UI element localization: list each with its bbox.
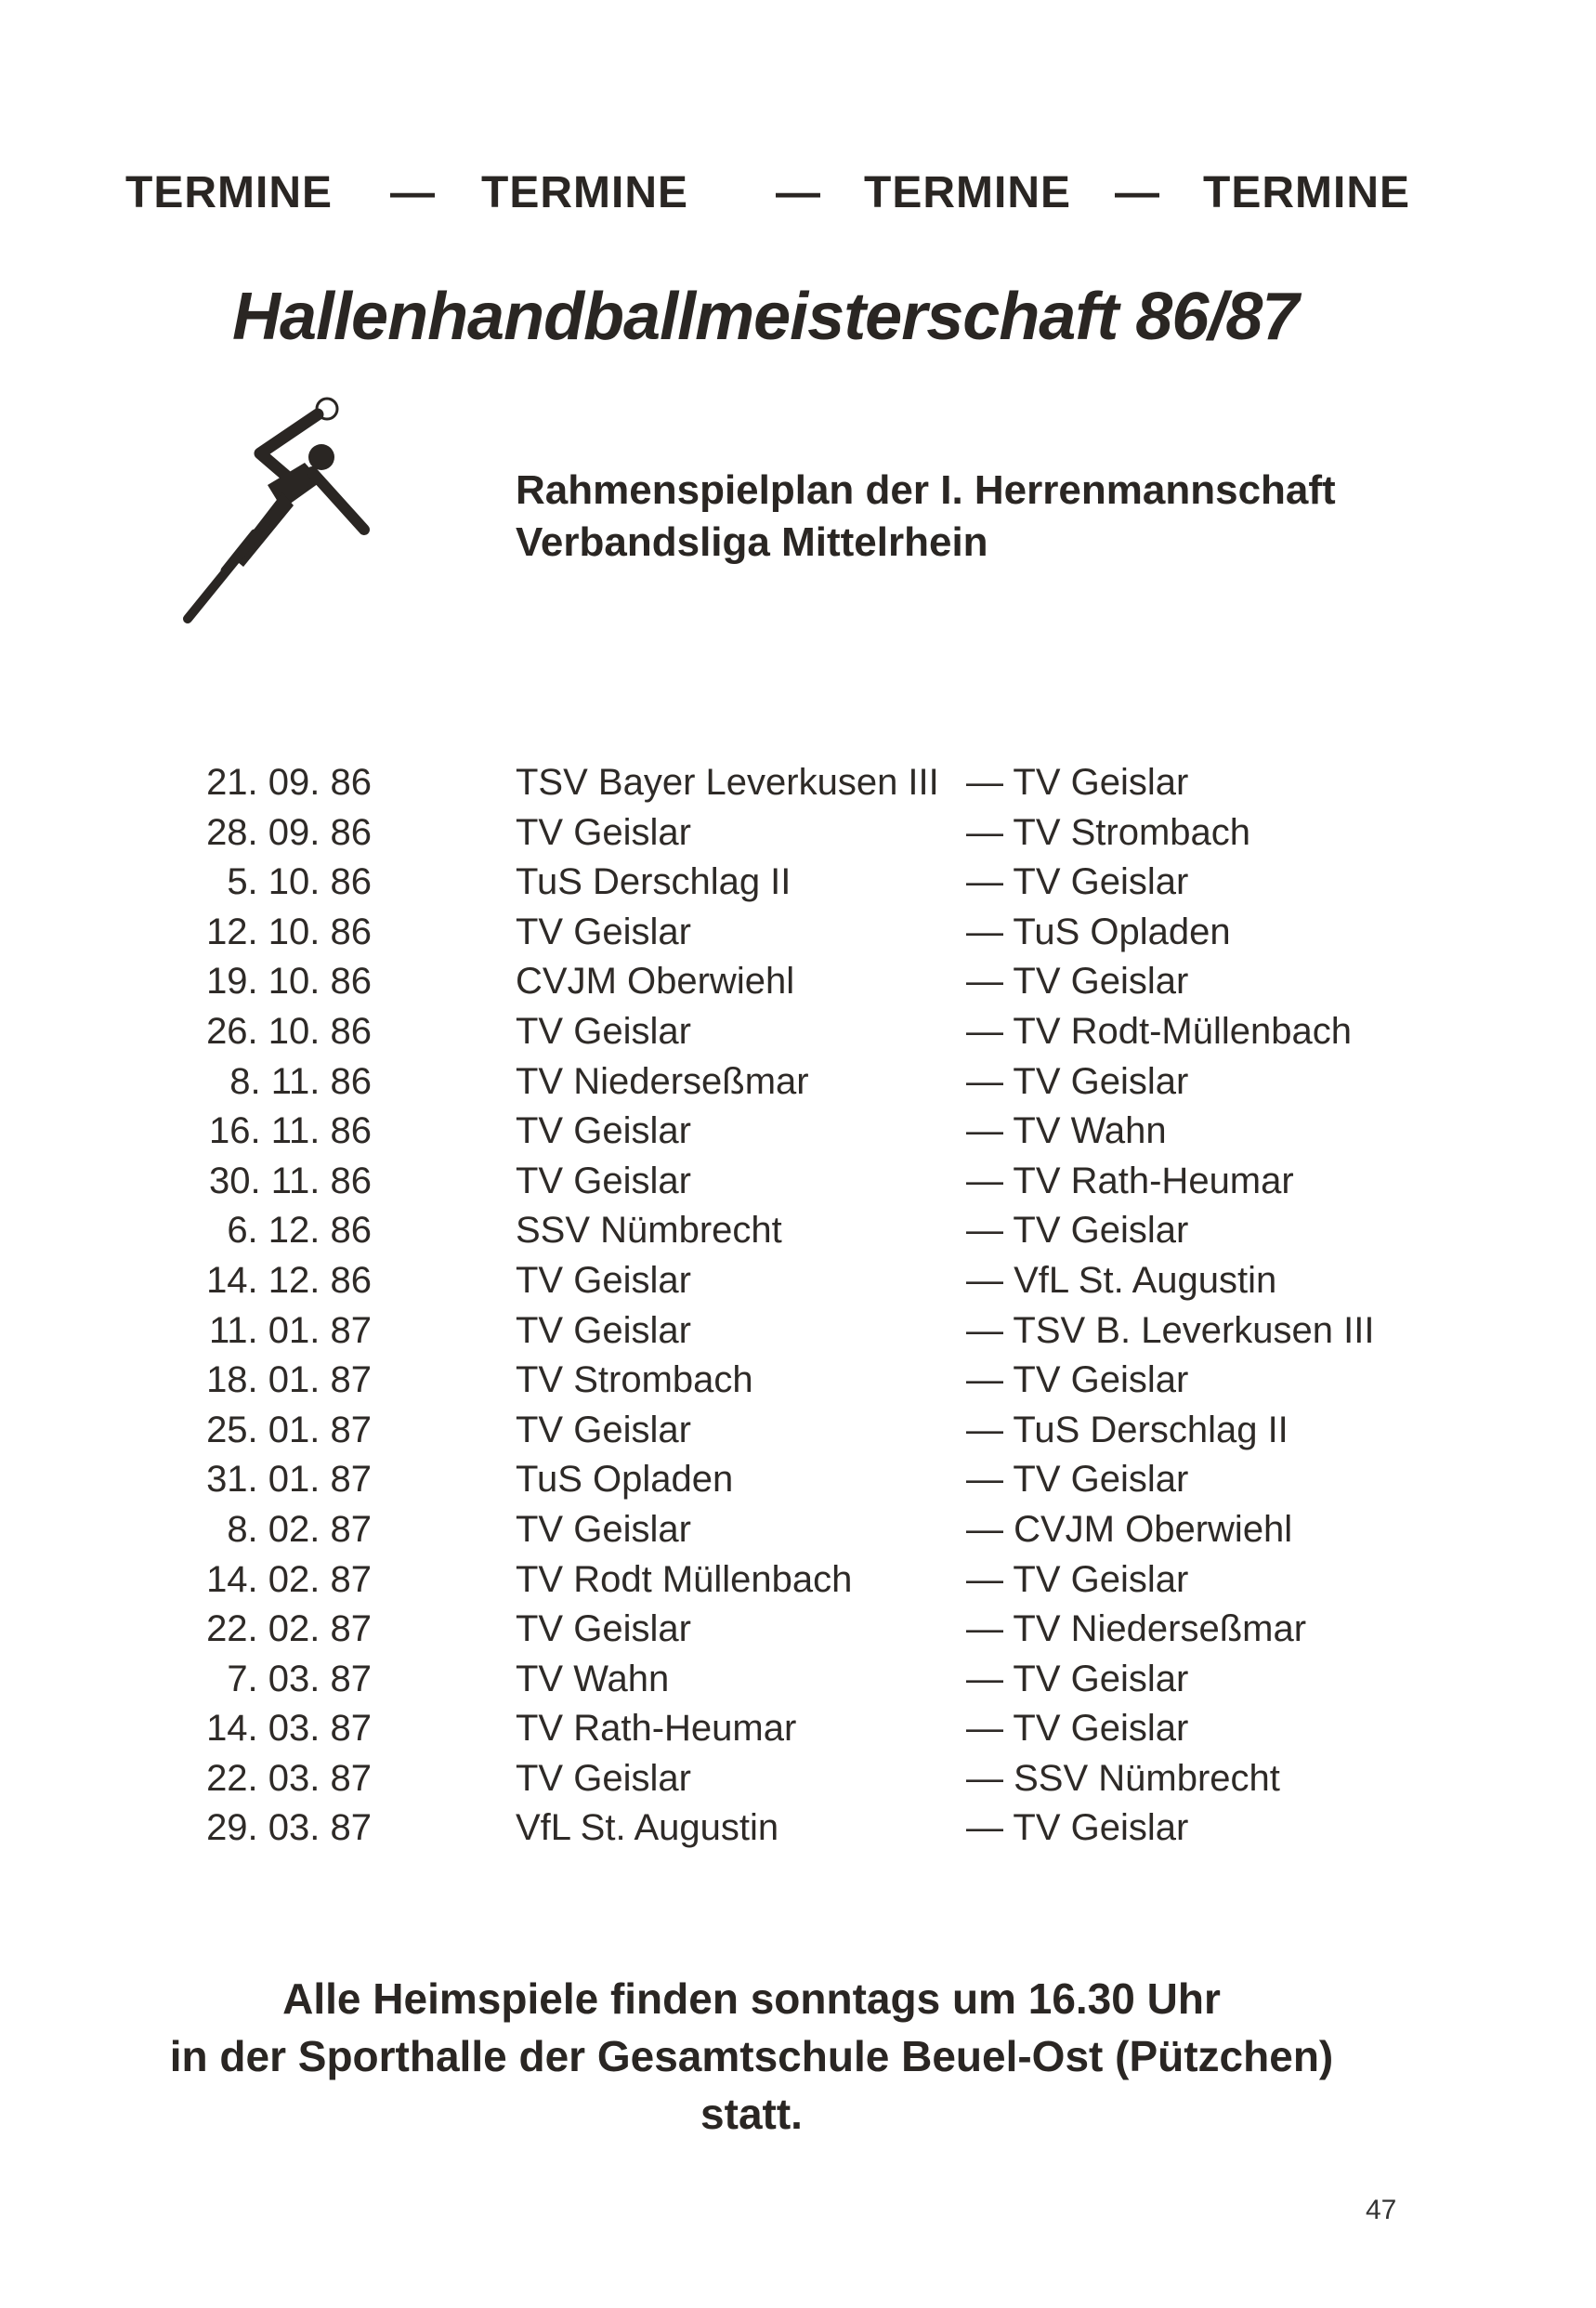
match-row	[93, 861, 1440, 911]
match-date: 14. 12. 86	[206, 1259, 372, 1301]
match-date: 7. 03. 87	[227, 1658, 372, 1699]
match-row	[93, 1110, 1440, 1161]
termine-4: TERMINE	[1203, 168, 1410, 217]
match-home: TV Geislar	[516, 1110, 691, 1152]
match-row	[93, 812, 1440, 862]
match-date: 21. 09. 86	[206, 762, 372, 803]
match-away: — TSV B. Leverkusen III	[966, 1309, 1375, 1351]
match-home: TV Geislar	[516, 1508, 691, 1550]
match-home: TuS Opladen	[516, 1459, 734, 1501]
match-date: 8. 11. 86	[229, 1060, 372, 1102]
match-date: 5. 10. 86	[227, 861, 372, 903]
match-home: TV Geislar	[516, 1160, 691, 1201]
match-date: 16. 11. 86	[209, 1110, 372, 1152]
match-away: — TV Rath-Heumar	[966, 1160, 1294, 1201]
match-home: TV Niederseßmar	[516, 1060, 809, 1102]
match-away: — TV Geislar	[966, 861, 1189, 903]
header-dash-1: —	[390, 168, 436, 217]
match-home: TV Geislar	[516, 911, 691, 952]
match-row	[93, 1260, 1440, 1310]
match-row	[93, 762, 1440, 812]
match-home: TV Geislar	[516, 1259, 691, 1301]
match-home: TV Geislar	[516, 1309, 691, 1351]
match-home: VfL St. Augustin	[516, 1807, 779, 1849]
match-date: 26. 10. 86	[206, 1010, 372, 1052]
termine-1: TERMINE	[125, 168, 333, 217]
termine-header	[125, 167, 1426, 232]
match-row	[93, 961, 1440, 1011]
match-row	[93, 1410, 1440, 1460]
header-dash-3: —	[1115, 168, 1160, 217]
match-date: 29. 03. 87	[206, 1807, 372, 1849]
match-home: TV Geislar	[516, 1608, 691, 1650]
match-home: TSV Bayer Leverkusen III	[516, 762, 939, 803]
match-away: — TV Niederseßmar	[966, 1608, 1307, 1650]
match-home: CVJM Oberwiehl	[516, 961, 795, 1003]
match-away: — TV Geislar	[966, 1708, 1189, 1750]
match-row	[93, 1161, 1440, 1211]
match-row	[93, 911, 1440, 962]
match-date: 14. 03. 87	[206, 1708, 372, 1750]
match-away: — TV Rodt-Müllenbach	[966, 1010, 1352, 1052]
note-line-3: statt.	[700, 2090, 803, 2138]
match-away: — TV Geislar	[966, 1359, 1189, 1401]
home-games-note	[93, 1970, 1410, 2143]
match-date: 31. 01. 87	[206, 1459, 372, 1501]
match-row	[93, 1758, 1440, 1808]
match-row	[93, 1807, 1440, 1857]
match-away: — TuS Opladen	[966, 911, 1231, 952]
match-date: 8. 02. 87	[227, 1508, 372, 1550]
match-away: — TV Geislar	[966, 1558, 1189, 1600]
match-home: TV Rath-Heumar	[516, 1708, 797, 1750]
match-home: TV Rodt Müllenbach	[516, 1558, 853, 1600]
match-home: TuS Derschlag II	[516, 861, 791, 903]
note-line-1: Alle Heimspiele finden sonntags um 16.30 Uhr	[282, 1974, 1221, 2023]
match-row	[93, 1011, 1440, 1061]
match-row	[93, 1608, 1440, 1659]
note-line-2: in der Sporthalle der Gesamtschule Beuel-Ost (Pützchen)	[169, 2032, 1334, 2080]
match-row	[93, 1310, 1440, 1360]
match-date: 14. 02. 87	[206, 1558, 372, 1600]
match-date: 11. 01. 87	[209, 1309, 372, 1351]
match-row	[93, 1559, 1440, 1609]
match-away: — CVJM Oberwiehl	[966, 1508, 1293, 1550]
match-home: TV Geislar	[516, 811, 691, 853]
match-date: 22. 02. 87	[206, 1608, 372, 1650]
page-title: Hallenhandballmeisterschaft 86/87	[232, 280, 1299, 354]
match-away: — TV Geislar	[966, 1060, 1189, 1102]
match-date: 22. 03. 87	[206, 1757, 372, 1799]
match-away: — TV Geislar	[966, 1459, 1189, 1501]
subtitle-line-1: Rahmenspielplan der I. Herrenmannschaft	[516, 467, 1336, 513]
match-date: 28. 09. 86	[206, 811, 372, 853]
termine-2: TERMINE	[481, 168, 688, 217]
handball-player-icon	[167, 390, 390, 632]
match-date: 25. 01. 87	[206, 1409, 372, 1450]
match-schedule	[93, 762, 1440, 1857]
match-away: — SSV Nümbrecht	[966, 1757, 1280, 1799]
match-away: — TV Strombach	[966, 811, 1251, 853]
match-away: — TV Geislar	[966, 1807, 1189, 1849]
subtitle-block	[516, 465, 1445, 569]
match-row	[93, 1359, 1440, 1410]
subtitle-line-2: Verbandsliga Mittelrhein	[516, 519, 988, 565]
termine-3: TERMINE	[864, 168, 1071, 217]
match-row	[93, 1061, 1440, 1111]
match-date: 19. 10. 86	[206, 961, 372, 1003]
match-away: — TV Geislar	[966, 1210, 1189, 1252]
match-home: SSV Nümbrecht	[516, 1210, 782, 1252]
match-date: 12. 10. 86	[206, 911, 372, 952]
match-date: 18. 01. 87	[206, 1359, 372, 1401]
match-home: TV Wahn	[516, 1658, 670, 1699]
header-dash-2: —	[776, 168, 821, 217]
match-home: TV Geislar	[516, 1757, 691, 1799]
match-row	[93, 1509, 1440, 1559]
match-home: TV Geislar	[516, 1010, 691, 1052]
match-home: TV Strombach	[516, 1359, 753, 1401]
match-row	[93, 1659, 1440, 1709]
match-home: TV Geislar	[516, 1409, 691, 1450]
match-away: — TuS Derschlag II	[966, 1409, 1289, 1450]
match-away: — TV Geislar	[966, 762, 1189, 803]
match-away: — VfL St. Augustin	[966, 1259, 1277, 1301]
match-row	[93, 1459, 1440, 1509]
match-away: — TV Geislar	[966, 961, 1189, 1003]
match-away: — TV Wahn	[966, 1110, 1167, 1152]
match-row	[93, 1210, 1440, 1260]
page-number: 47	[1366, 2195, 1397, 2225]
match-row	[93, 1708, 1440, 1758]
match-date: 30. 11. 86	[209, 1160, 372, 1201]
match-away: — TV Geislar	[966, 1658, 1189, 1699]
match-date: 6. 12. 86	[227, 1210, 372, 1252]
